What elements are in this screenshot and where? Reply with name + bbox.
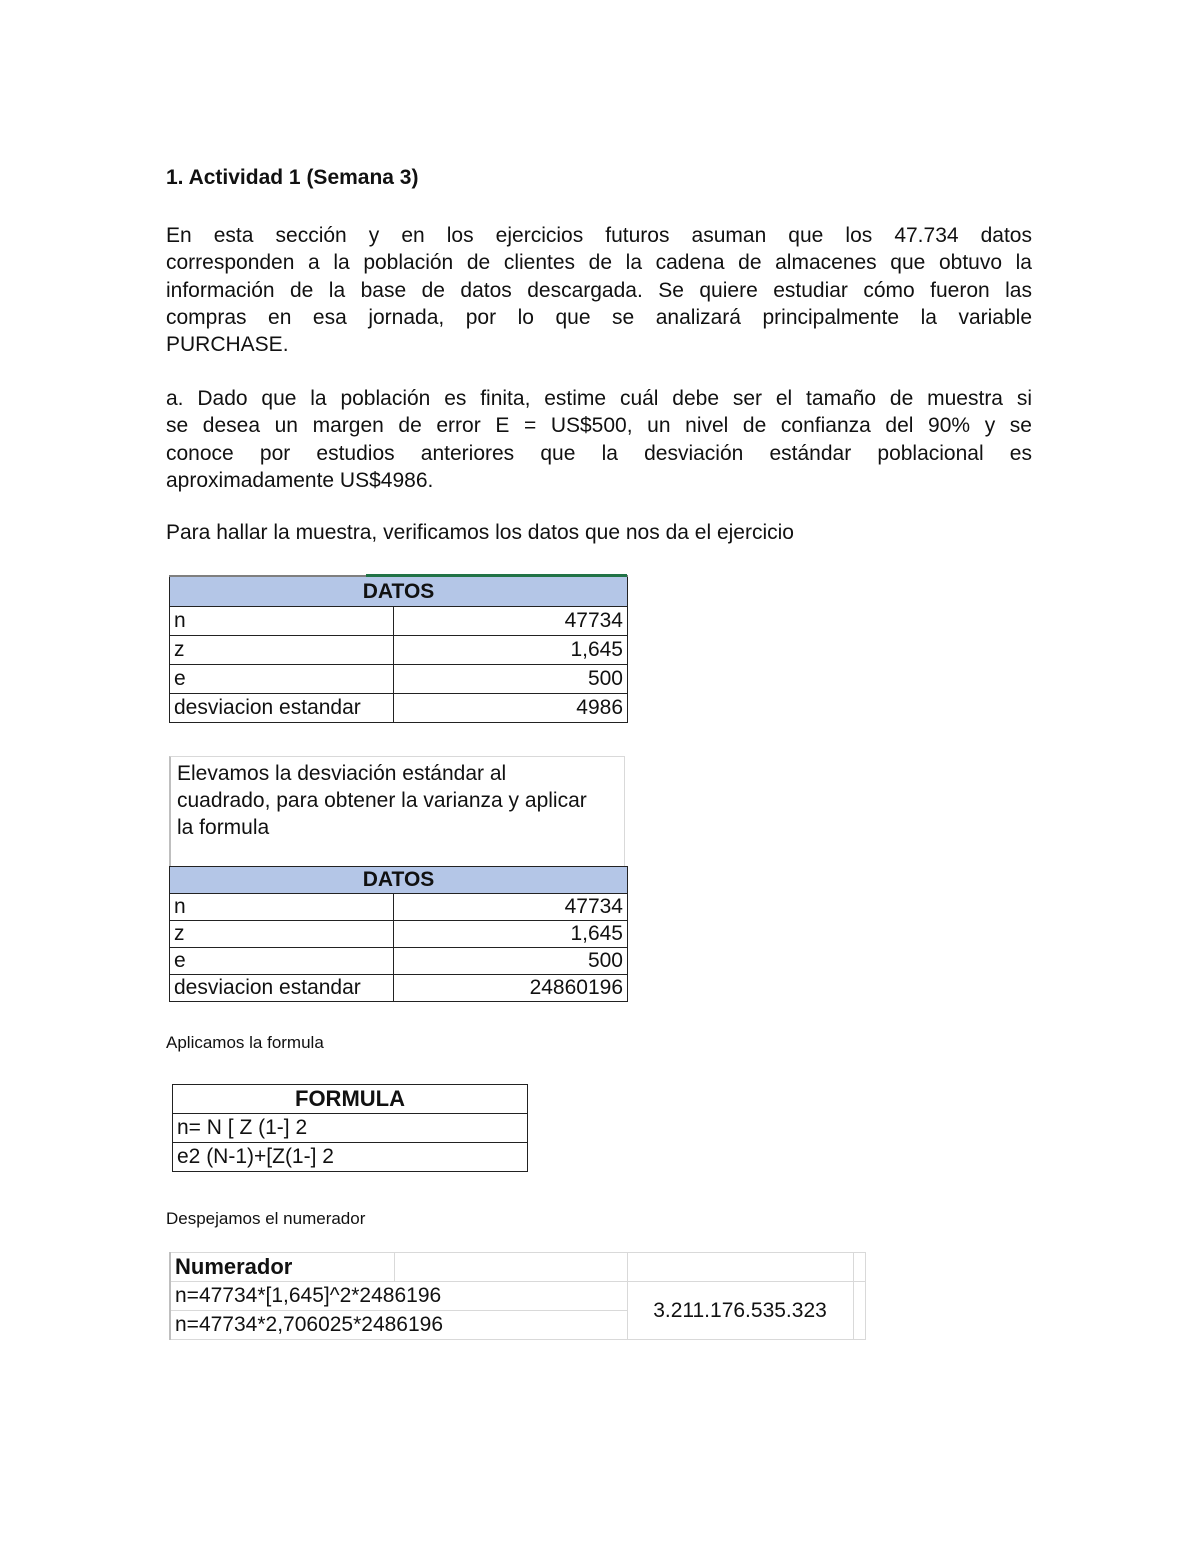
table-row: [170, 636, 628, 665]
datos-header: DATOS: [170, 867, 628, 894]
table-row: [170, 1253, 865, 1282]
datos-table-2: [169, 866, 628, 1002]
question-line: aproximadamente US$4986.: [166, 468, 434, 492]
table-row: [170, 894, 628, 921]
table-row: [170, 921, 628, 948]
row-label: n: [170, 894, 394, 921]
row-value: 47734: [394, 894, 628, 921]
empty-cell: [394, 1253, 627, 1282]
datos-header: DATOS: [170, 576, 628, 607]
row-value: 1,645: [394, 636, 628, 665]
row-label: e: [170, 665, 394, 694]
note-line: Elevamos la desviación estándar al: [177, 762, 507, 785]
table-row: [170, 607, 628, 636]
formula-header: FORMULA: [173, 1085, 528, 1114]
numerator-step: n=47734*[1,645]^2*2486196: [170, 1282, 627, 1311]
empty-cell: [627, 1253, 853, 1282]
row-value: 1,645: [394, 921, 628, 948]
table-row: [173, 1143, 528, 1172]
formula-line: e2 (N-1)+[Z(1-] 2: [173, 1143, 528, 1172]
question-line: conoce por estudios anteriores que la desviación estándar poblacional es: [166, 441, 1032, 465]
table-row: [170, 1282, 865, 1311]
row-value: 47734: [394, 607, 628, 636]
row-value: 24860196: [394, 975, 628, 1002]
row-label: e: [170, 948, 394, 975]
cell-selection-indicator: [366, 574, 627, 577]
row-value: 500: [394, 665, 628, 694]
intro-line: corresponden a la población de clientes de la cadena de almacenes que obtuvo la: [166, 251, 1032, 275]
row-label: n: [170, 607, 394, 636]
variance-note: [169, 756, 625, 866]
row-label: z: [170, 921, 394, 948]
table-row: [170, 975, 628, 1002]
empty-cell: [853, 1253, 865, 1282]
table-row: [170, 948, 628, 975]
datos-table-1: [169, 575, 628, 723]
empty-cell: [853, 1282, 865, 1340]
numerator-step: n=47734*2,706025*2486196: [170, 1311, 627, 1340]
numerator-table: [169, 1252, 866, 1340]
table-row: [170, 694, 628, 723]
formula-label: Aplicamos la formula: [166, 1033, 324, 1052]
numerator-label: Despejamos el numerador: [166, 1209, 366, 1228]
question-paragraph: [166, 385, 1032, 494]
intro-line: PURCHASE.: [166, 333, 289, 357]
intro-paragraph: [166, 222, 1032, 358]
formula-table: [172, 1084, 528, 1172]
row-label: z: [170, 636, 394, 665]
intro-line: información de la base de datos descargada. Se quiere estudiar cómo fueron las: [166, 278, 1032, 302]
question-line: se desea un margen de error E = US$500, un nivel de confianza del 90% y se: [166, 414, 1032, 438]
note-line: cuadrado, para obtener la varianza y aplicar: [177, 789, 587, 812]
page-title: 1. Actividad 1 (Semana 3): [166, 166, 419, 189]
row-label: desviacion estandar: [170, 694, 394, 723]
row-label: desviacion estandar: [170, 975, 394, 1002]
question-line: a. Dado que la población es finita, estime cuál debe ser el tamaño de muestra si: [166, 387, 1032, 410]
intro-line: En esta sección y en los ejercicios futuros asuman que los 47.734 datos: [166, 224, 1032, 247]
row-value: 500: [394, 948, 628, 975]
table-row: [170, 665, 628, 694]
intro-line: compras en esa jornada, por lo que se analizará principalmente la variable: [166, 305, 1032, 329]
formula-line: n= N [ Z (1-] 2: [173, 1114, 528, 1143]
row-value: 4986: [394, 694, 628, 723]
numerator-header: Numerador: [170, 1253, 394, 1282]
note-line: la formula: [177, 816, 270, 839]
table-row: [173, 1114, 528, 1143]
numerator-result: 3.211.176.535.323: [627, 1282, 853, 1340]
lead-in-text: Para hallar la muestra, verificamos los datos que nos da el ejercicio: [166, 521, 794, 544]
